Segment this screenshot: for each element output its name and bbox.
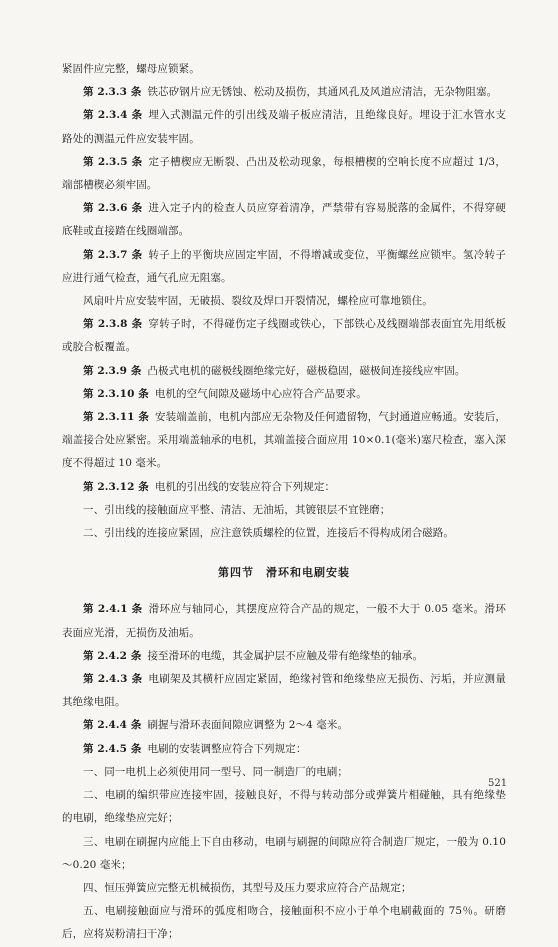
paragraph-text: 电机的引出线的安装应符合下列规定： — [154, 480, 336, 493]
paragraph-text: 转子上的平衡块应固定牢固，不得增减或变位，平衡螺丝应锁牢。氢冷转子应进行通气检查，通气孔应无阻塞。 — [62, 248, 506, 284]
paragraph — [62, 58, 506, 81]
paragraph — [62, 714, 506, 737]
paragraph-text: 紧固件应完整，螺母应锁紧。 — [62, 63, 200, 75]
paragraph-text: 五、电刷接触面应与滑环的弧度相吻合，接触面积不应小于单个电刷截面的 75％。研磨后，应将炭粉清扫干净； — [62, 905, 506, 941]
article-number: 第 2.4.1 条 — [83, 603, 143, 616]
paragraph — [62, 476, 506, 499]
paragraph — [62, 784, 506, 830]
paragraph — [62, 761, 506, 784]
paragraph — [62, 81, 506, 104]
paragraphs-before — [62, 58, 506, 545]
paragraph — [62, 645, 506, 668]
article-number: 第 2.3.7 条 — [83, 248, 143, 261]
article-number: 第 2.3.10 条 — [83, 387, 149, 400]
paragraph-text: 二、引出线的连接应紧固，应注意铁质螺栓的位置，连接后不得构成闭合磁路。 — [83, 527, 454, 540]
paragraph-text: 铁芯矽钢片应无锈蚀、松动及损伤，其通风孔及风道应清洁，无杂物阻塞。 — [147, 86, 498, 99]
paragraph — [62, 104, 506, 150]
article-number: 第 2.3.9 条 — [83, 364, 142, 377]
paragraph — [62, 598, 506, 644]
paragraph-text: 电刷架及其横杆应固定紧固，绝缘衬管和绝缘垫应无损伤、污垢，并应测量其绝缘电阻。 — [62, 673, 506, 709]
paragraph-text: 凸极式电机的磁极线圈绝缘完好，磁极稳固，磁极间连接线应牢固。 — [147, 364, 466, 377]
paragraph — [62, 290, 506, 313]
article-number: 第 2.3.5 条 — [83, 155, 143, 168]
paragraph-text: 接至滑环的电缆，其金属护层不应触及带有绝缘垫的轴承。 — [147, 649, 424, 662]
paragraph — [62, 383, 506, 406]
paragraph — [62, 877, 506, 900]
article-number: 第 2.3.4 条 — [83, 109, 143, 122]
paragraphs-after — [62, 598, 506, 946]
article-number: 第 2.3.3 条 — [83, 86, 142, 99]
paragraph-text: 一、引出线的接触面应平整、清洁、无油垢，其镀银层不宜锉磨； — [83, 503, 391, 516]
paragraph — [62, 313, 506, 359]
paragraph — [62, 360, 506, 383]
paragraph — [62, 244, 506, 290]
paragraph-text: 电刷的安装调整应符合下列规定： — [147, 742, 307, 755]
paragraph — [62, 197, 506, 243]
paragraph-text: 三、电刷在刷握内应能上下自由移动，电刷与刷握的间隙应符合制造厂规定，一般为 0.10～0.20 毫米； — [62, 835, 506, 871]
paragraph-text: 电机的空气间隙及磁场中心应符合产品要求。 — [154, 387, 367, 400]
article-number: 第 2.4.2 条 — [83, 649, 142, 662]
paragraph-text: 安装端盖前，电机内部应无杂物及任何遗留物，气封通道应畅通。安装后，端盖接合处应紧密。采用端盖轴承的电机，其端盖接合面应用 10×0.1(毫米)塞尺检查，塞入深度不得超过 10 毫米。 — [62, 411, 506, 470]
article-number: 第 2.4.4 条 — [83, 719, 142, 732]
page-number: 521 — [488, 778, 508, 789]
paragraph-text: 滑环应与轴同心，其摆度应符合产品的规定，一般不大于 0.05 毫米。滑环表面应光滑，无损伤及油垢。 — [62, 603, 506, 639]
article-number: 第 2.3.11 条 — [83, 411, 149, 424]
article-number: 第 2.3.8 条 — [83, 318, 143, 331]
paragraph-text: 穿转子时，不得碰伤定子线圈或铁心，下部铁心及线圈端部表面宜先用纸板或胶合板覆盖。 — [62, 318, 506, 354]
paragraph — [62, 522, 506, 545]
article-number: 第 2.3.12 条 — [83, 480, 149, 493]
paragraph-text: 定子槽楔应无断裂、凸出及松动现象，每根槽楔的空响长度不应超过 1/3，端部槽楔必须牢固。 — [62, 155, 506, 192]
paragraph-text: 埋入式测温元件的引出线及端子板应清洁，且绝缘良好。埋设于汇水管水支路处的测温元件应安装牢固。 — [62, 109, 506, 145]
article-number: 第 2.3.6 条 — [83, 202, 143, 215]
article-number: 第 2.4.3 条 — [83, 673, 143, 686]
paragraph — [62, 738, 506, 761]
paragraph — [62, 406, 506, 476]
paragraph-text: 风扇叶片应安装牢固，无破损、裂纹及焊口开裂情况，螺栓应可靠地锁住。 — [83, 295, 433, 308]
section-heading: 第四节 滑环和电刷安装 — [218, 566, 350, 580]
paragraph-text: 一、同一电机上必须使用同一型号、同一制造厂的电刷； — [83, 765, 348, 778]
paragraph-text: 四、恒压弹簧应完整无机械损伤，其型号及压力要求应符合产品规定； — [83, 881, 412, 894]
paragraph — [62, 900, 506, 946]
page-content — [62, 58, 506, 947]
paragraph-text: 刷握与滑环表面间隙应调整为 2～4 毫米。 — [147, 719, 349, 732]
paragraph — [62, 668, 506, 714]
paragraph-text: 二、电刷的编织带应连接牢固，接触良好，不得与转动部分或弹簧片相碰触，具有绝缘垫的电刷，绝缘垫应完好； — [62, 789, 506, 825]
article-number: 第 2.4.5 条 — [83, 742, 142, 755]
paragraph — [62, 499, 506, 522]
paragraph — [62, 831, 506, 877]
paragraph-text: 进入定子内的检查人员应穿着清净，严禁带有容易脱落的金属件，不得穿硬底鞋或直接踏在线圈端部。 — [62, 202, 506, 238]
paragraph — [62, 151, 506, 197]
